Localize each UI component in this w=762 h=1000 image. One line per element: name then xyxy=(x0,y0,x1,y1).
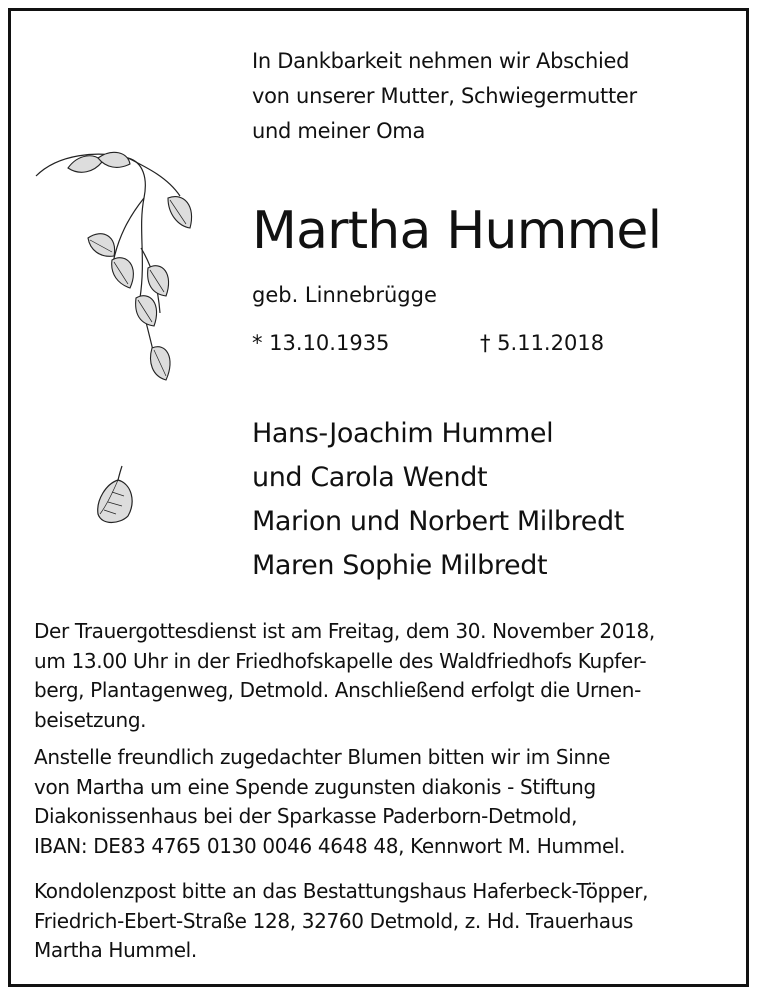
falling-leaf-icon xyxy=(92,462,140,532)
family-line: Maren Sophie Milbredt xyxy=(252,550,548,581)
birch-branch-icon xyxy=(28,148,218,408)
deceased-name: Martha Hummel xyxy=(252,201,662,261)
death-date: † 5.11.2018 xyxy=(480,331,605,355)
donation-line: von Martha um eine Spende zugunsten diakonis - Stiftung xyxy=(34,774,596,799)
birth-date: * 13.10.1935 xyxy=(252,331,390,355)
intro-line: und meiner Oma xyxy=(252,119,426,143)
service-line: Der Trauergottesdienst ist am Freitag, dem 30. November 2018, xyxy=(34,619,655,643)
intro-line: von unserer Mutter, Schwiegermutter xyxy=(252,84,637,108)
birth-name: geb. Linnebrügge xyxy=(252,283,437,307)
family-line: Hans-Joachim Hummel xyxy=(252,418,554,449)
family-line: Marion und Norbert Milbredt xyxy=(252,506,624,537)
service-line: um 13.00 Uhr in der Friedhofskapelle des Waldfriedhofs Kupfer- xyxy=(34,648,647,673)
intro-text xyxy=(252,44,732,149)
condolence-line: Martha Hummel. xyxy=(34,938,197,962)
intro-line: In Dankbarkeit nehmen wir Abschied xyxy=(252,49,630,73)
service-line: beisetzung. xyxy=(34,707,147,732)
family-line: und Carola Wendt xyxy=(252,462,488,493)
donation-line: Diakonissenhaus bei der Sparkasse Paderborn-Detmold, xyxy=(34,804,578,828)
donation-paragraph xyxy=(34,743,742,861)
condolence-line: Kondolenzpost bitte an das Bestattungshaus Haferbeck-Töpper, xyxy=(34,879,649,903)
donation-line: Anstelle freundlich zugedachter Blumen bitten wir im Sinne xyxy=(34,745,611,769)
family-names xyxy=(252,412,732,588)
donation-line: IBAN: DE83 4765 0130 0046 4648 48, Kennwort M. Hummel. xyxy=(34,833,626,858)
service-line: berg, Plantagenweg, Detmold. Anschließend erfolgt die Urnen- xyxy=(34,678,641,702)
condolence-paragraph xyxy=(34,877,742,966)
service-paragraph xyxy=(34,617,742,735)
condolence-line: Friedrich-Ebert-Straße 128, 32760 Detmold, z. Hd. Trauerhaus xyxy=(34,908,634,933)
